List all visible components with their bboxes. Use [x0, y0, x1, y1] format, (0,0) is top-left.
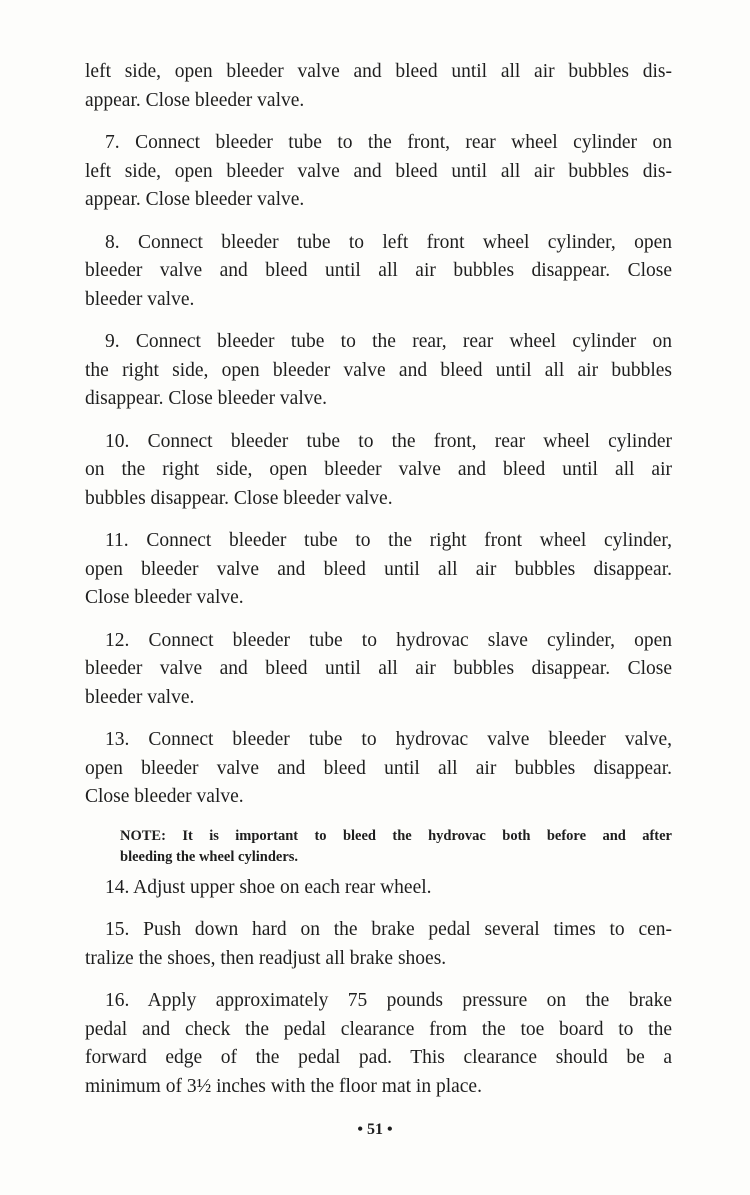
- text-line: 8. Connect bleeder tube to left front wheel cylinder, open: [105, 231, 672, 253]
- paragraph: [85, 229, 672, 315]
- text-line: forward edge of the pedal pad. This clearance should be a: [85, 1047, 672, 1068]
- text-line: open bleeder valve and bleed until all air bubbles disappear.: [85, 757, 672, 779]
- paragraph: [85, 726, 672, 812]
- paragraph: [85, 627, 672, 713]
- paragraph: [85, 527, 672, 613]
- paragraph: [85, 58, 672, 115]
- note-block: [120, 826, 672, 868]
- text-line: on the right side, open bleeder valve and bleed until all air: [85, 459, 672, 480]
- paragraph: [85, 129, 672, 215]
- text-line: open bleeder valve and bleed until all air bubbles disappear.: [85, 558, 672, 580]
- text-line: 14. Adjust upper shoe on each rear wheel.: [105, 876, 432, 898]
- text-line: 11. Connect bleeder tube to the right front wheel cylinder,: [105, 530, 672, 551]
- text-line: 9. Connect bleeder tube to the rear, rear wheel cylinder on: [105, 331, 672, 352]
- text-line: the right side, open bleeder valve and bleed until all air bubbles: [85, 359, 672, 381]
- paragraph: [85, 428, 672, 514]
- paragraph: [85, 328, 672, 414]
- text-line: tralize the shoes, then readjust all brake shoes.: [85, 947, 447, 969]
- text-line: left side, open bleeder valve and bleed until all air bubbles dis-: [85, 160, 672, 182]
- text-line: 7. Connect bleeder tube to the front, rear wheel cylinder on: [105, 132, 672, 153]
- note-line: NOTE: It is important to bleed the hydrovac both before and after: [120, 827, 672, 844]
- note-line: bleeding the wheel cylinders.: [120, 848, 299, 865]
- paragraph: [85, 916, 672, 973]
- document-page: [85, 58, 672, 1101]
- text-line: Close bleeder valve.: [85, 786, 244, 807]
- text-line: bleeder valve.: [85, 686, 195, 708]
- text-line: Close bleeder valve.: [85, 587, 244, 608]
- page-number: • 51 •: [357, 1121, 393, 1138]
- text-line: minimum of 3½ inches with the floor mat in place.: [85, 1075, 482, 1097]
- text-line: bubbles disappear. Close bleeder valve.: [85, 487, 393, 509]
- text-line: bleeder valve and bleed until all air bubbles disappear. Close: [85, 658, 672, 679]
- text-line: 16. Apply approximately 75 pounds pressure on the brake: [105, 990, 672, 1011]
- text-line: bleeder valve.: [85, 288, 195, 310]
- text-line: appear. Close bleeder valve.: [85, 89, 305, 111]
- text-line: 10. Connect bleeder tube to the front, rear wheel cylinder: [105, 430, 672, 452]
- paragraph: [85, 874, 672, 903]
- instruction-steps: [85, 58, 672, 812]
- text-line: bleeder valve and bleed until all air bubbles disappear. Close: [85, 260, 672, 281]
- text-line: pedal and check the pedal clearance from the toe board to the: [85, 1018, 672, 1040]
- instruction-steps-continued: [85, 874, 672, 1102]
- text-line: appear. Close bleeder valve.: [85, 189, 305, 210]
- text-line: 13. Connect bleeder tube to hydrovac valve bleeder valve,: [105, 729, 672, 750]
- text-line: 15. Push down hard on the brake pedal several times to cen-: [105, 919, 672, 940]
- text-line: left side, open bleeder valve and bleed until all air bubbles dis-: [85, 61, 672, 82]
- text-line: 12. Connect bleeder tube to hydrovac slave cylinder, open: [105, 629, 672, 651]
- text-line: disappear. Close bleeder valve.: [85, 388, 328, 409]
- paragraph: [85, 987, 672, 1101]
